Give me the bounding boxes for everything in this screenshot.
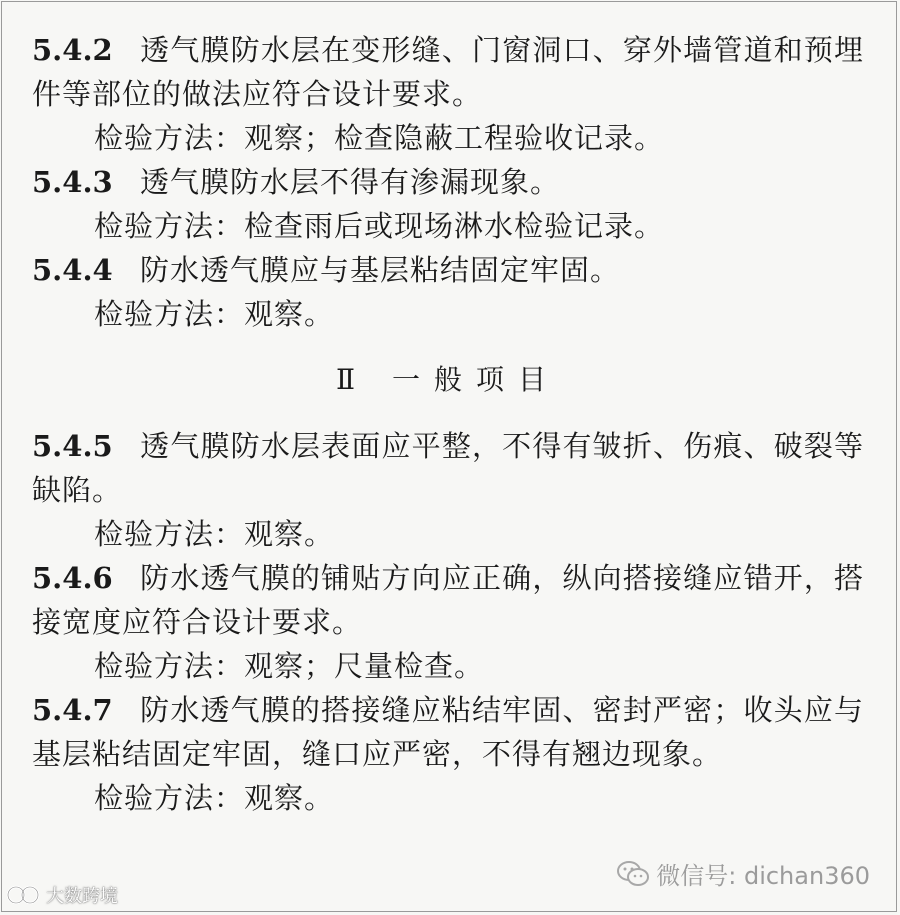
clause-number: 5.4.2 (32, 33, 113, 67)
clause-number: 5.4.6 (32, 561, 113, 595)
section-heading: Ⅱ 一般项目 (336, 363, 560, 396)
clause-text: 防水透气膜的搭接缝应粘结牢固、密封严密；收头应与基层粘结固定牢固，缝口应严密，不得有翘边现象。 (32, 693, 864, 771)
inspection-method: 检验方法：观察。 (94, 517, 335, 551)
clause-5-4-5 (32, 424, 864, 512)
inspection-method: 检验方法：观察。 (94, 781, 335, 815)
clause-number: 5.4.3 (32, 165, 113, 199)
inspection-method: 检验方法：观察；检查隐蔽工程验收记录。 (94, 121, 665, 155)
clause-number: 5.4.5 (32, 429, 113, 463)
clause-5-4-2 (32, 28, 864, 116)
clause-text: 透气膜防水层表面应平整，不得有皱折、伤痕、破裂等缺陷。 (32, 429, 864, 507)
wechat-icon (616, 860, 650, 888)
clause-text: 透气膜防水层在变形缝、门窗洞口、穿外墙管道和预埋件等部位的做法应符合设计要求。 (32, 33, 864, 111)
clause-5-4-4 (32, 248, 864, 292)
brand-logo-icon (6, 884, 42, 906)
clause-text: 透气膜防水层不得有渗漏现象。 (140, 165, 561, 199)
clause-text: 防水透气膜的铺贴方向应正确，纵向搭接缝应错开，搭接宽度应符合设计要求。 (32, 561, 864, 639)
wechat-id: 微信号: dichan360 (656, 862, 870, 890)
clause-number: 5.4.4 (32, 253, 113, 287)
watermark-footer (0, 848, 900, 908)
wechat-watermark (616, 856, 870, 891)
clause-5-4-6 (32, 556, 864, 644)
clause-5-4-3 (32, 160, 864, 204)
document-body (32, 28, 864, 820)
clause-5-4-7 (32, 688, 864, 776)
clause-number: 5.4.7 (32, 693, 113, 727)
brand-watermark (6, 882, 118, 908)
inspection-method: 检验方法：检查雨后或现场淋水检验记录。 (94, 209, 665, 243)
inspection-method: 检验方法：观察。 (94, 297, 335, 331)
brand-name: 大数跨境 (46, 886, 118, 907)
clause-text: 防水透气膜应与基层粘结固定牢固。 (140, 253, 621, 287)
inspection-method: 检验方法：观察；尺量检查。 (94, 649, 485, 683)
